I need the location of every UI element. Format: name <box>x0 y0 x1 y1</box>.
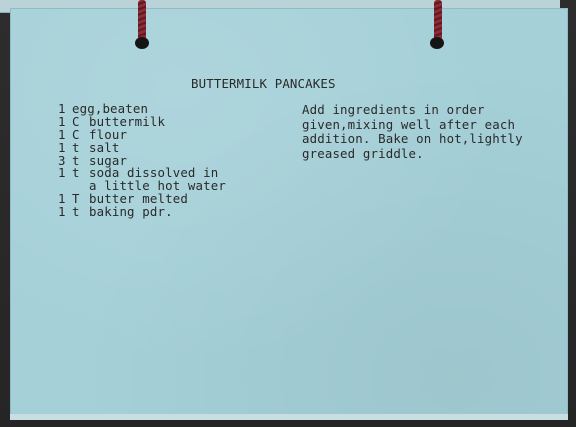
ingredient-line <box>58 126 226 142</box>
ingredient-line <box>58 206 226 219</box>
ingredient-unit: C <box>72 126 80 142</box>
ingredient-list <box>58 103 226 219</box>
recipe-card <box>10 8 568 418</box>
ingredient-description: soda dissolved in <box>89 165 219 181</box>
ingredient-unit: T <box>72 191 80 207</box>
ingredient-quantity: 1 <box>58 101 66 116</box>
ingredient-unit: t <box>72 165 80 181</box>
ingredient-description: sugar <box>89 152 128 168</box>
instruction-line: greased griddle. <box>302 145 424 161</box>
ingredient-description: egg,beaten <box>72 101 149 116</box>
ingredient-unit: C <box>72 113 80 129</box>
ingredient-unit: t <box>72 204 80 220</box>
ingredient-quantity: 1 <box>58 204 66 220</box>
ingredient-quantity: 1 <box>58 113 66 129</box>
ingredient-unit: t <box>72 139 80 155</box>
ingredient-description: buttermilk <box>89 113 166 129</box>
ingredient-line <box>58 139 226 155</box>
instruction-line: addition. Bake on hot,lightly <box>302 131 523 146</box>
ingredient-description: salt <box>89 139 120 155</box>
ingredient-description: baking pdr. <box>89 204 173 220</box>
recipe-instructions <box>302 103 552 161</box>
ingredient-quantity: 1 <box>58 139 66 155</box>
recipe-title: BUTTERMILK PANCAKES <box>191 76 336 91</box>
instruction-line: given,mixing well after each <box>302 116 516 132</box>
ingredient-quantity: 1 <box>58 165 66 181</box>
ingredient-line <box>58 113 226 129</box>
ingredient-quantity: 1 <box>58 126 66 142</box>
ingredient-description: a little hot water <box>89 178 226 194</box>
left-binding-string <box>138 0 146 40</box>
right-binding-string <box>434 0 442 40</box>
ingredient-unit: t <box>72 152 80 168</box>
ingredient-quantity: 3 <box>58 152 66 168</box>
ingredient-description: flour <box>89 126 128 142</box>
ingredient-quantity: 1 <box>58 191 66 207</box>
card-bottom-edge <box>10 414 568 420</box>
instruction-line: Add ingredients in order <box>302 102 485 117</box>
right-punch-hole <box>430 37 444 49</box>
ingredient-description: butter melted <box>89 191 188 207</box>
left-punch-hole <box>135 37 149 49</box>
